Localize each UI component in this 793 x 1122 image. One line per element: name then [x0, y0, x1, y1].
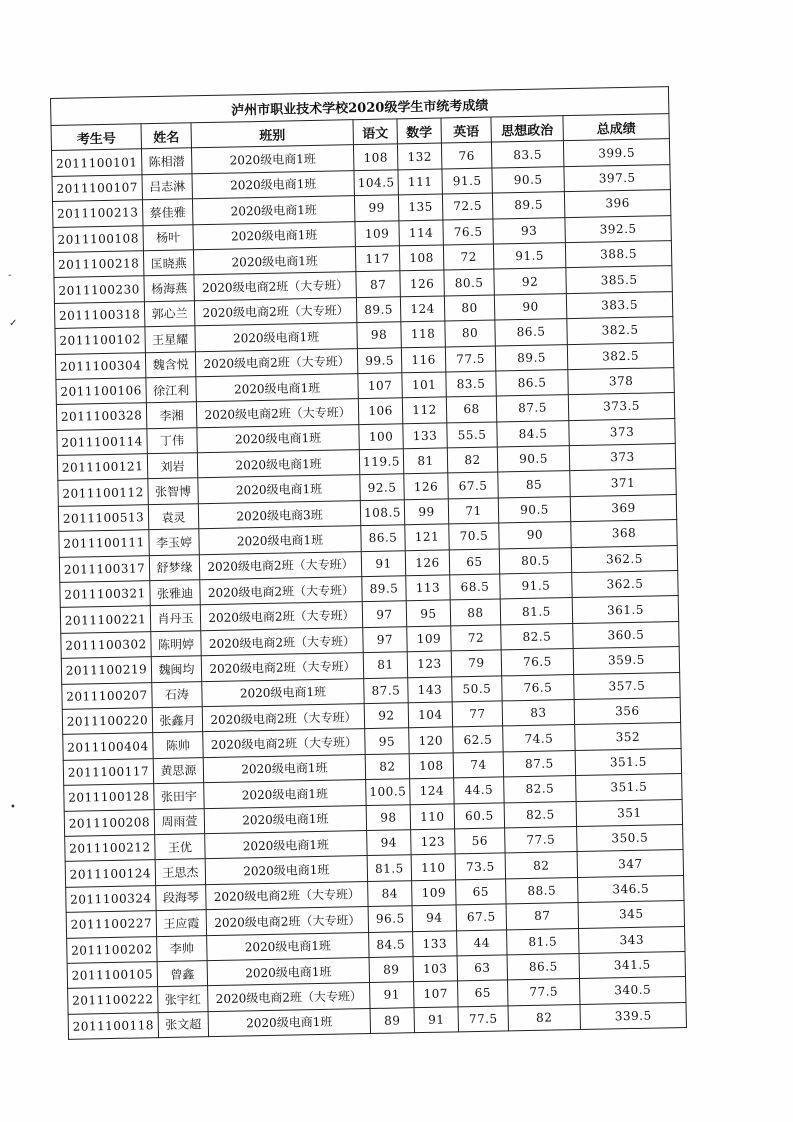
student-name-cell: 张雅迪 [150, 580, 200, 606]
exam-number-cell: 2011100121 [57, 454, 147, 481]
scan-speck: ✓ [9, 318, 18, 329]
total-score-cell: 347 [577, 850, 684, 877]
class-name-cell: 2020级电商2班（大专班） [206, 907, 368, 935]
class-name-cell: 2020级电商1班 [203, 754, 365, 782]
chinese-score-cell: 82 [365, 753, 409, 779]
english-score-cell: 72 [451, 625, 501, 651]
total-score-cell: 392.5 [565, 215, 672, 242]
politics-score-cell: 90.5 [497, 446, 569, 473]
politics-score-cell: 86.5 [495, 319, 567, 346]
exam-number-cell: 2011100513 [58, 505, 148, 532]
total-score-cell: 341.5 [579, 951, 686, 978]
politics-score-cell: 83 [502, 700, 574, 727]
chinese-score-cell: 104.5 [354, 170, 398, 196]
chinese-score-cell: 98 [366, 804, 410, 830]
exam-number-cell: 2011100207 [62, 682, 152, 709]
politics-score-cell: 82 [505, 852, 577, 879]
student-name-cell: 王优 [155, 834, 205, 860]
math-score-cell: 133 [413, 930, 457, 956]
class-name-cell: 2020级电商1班 [192, 170, 354, 198]
student-name-cell: 陈相潜 [141, 148, 191, 174]
chinese-score-cell: 107 [358, 373, 402, 399]
politics-score-cell: 76.5 [502, 674, 574, 701]
chinese-score-cell: 87.5 [364, 677, 408, 703]
exam-number-cell: 2011100318 [54, 301, 144, 328]
exam-number-cell: 2011100404 [63, 733, 153, 760]
exam-number-cell: 2011100128 [64, 784, 154, 811]
politics-score-cell: 85 [498, 471, 570, 498]
chinese-score-cell: 84 [368, 880, 412, 906]
exam-number-cell: 2011100302 [61, 631, 151, 658]
class-name-cell: 2020级电商1班 [199, 526, 361, 554]
math-score-cell: 103 [413, 956, 457, 982]
student-name-cell: 匡晓燕 [143, 250, 193, 276]
column-header-math: 数学 [397, 118, 441, 144]
class-name-cell: 2020级电商1班 [197, 450, 359, 478]
english-score-cell: 44.5 [454, 777, 504, 803]
student-name-cell: 张田宇 [154, 783, 204, 809]
politics-score-cell: 86.5 [496, 370, 568, 397]
exam-number-cell: 2011100220 [62, 708, 152, 735]
chinese-score-cell: 92 [364, 703, 408, 729]
english-score-cell: 60.5 [454, 802, 504, 828]
student-name-cell: 陈帅 [153, 732, 203, 758]
math-score-cell: 116 [401, 346, 445, 372]
total-score-cell: 351.5 [575, 748, 682, 775]
politics-score-cell: 82.5 [504, 801, 576, 828]
chinese-score-cell: 84.5 [369, 931, 413, 957]
math-score-cell: 124 [410, 778, 454, 804]
politics-score-cell: 90 [499, 522, 571, 549]
column-header-total: 总成绩 [563, 114, 670, 141]
total-score-cell: 396 [564, 190, 671, 217]
english-score-cell: 91.5 [442, 168, 492, 194]
chinese-score-cell: 96.5 [368, 906, 412, 932]
chinese-score-cell: 89.5 [362, 576, 406, 602]
total-score-cell: 356 [574, 697, 681, 724]
exam-number-cell: 2011100328 [56, 403, 146, 430]
student-name-cell: 张宇红 [158, 986, 208, 1012]
class-name-cell: 2020级电商1班 [204, 805, 366, 833]
english-score-cell: 76 [441, 142, 491, 168]
exam-number-cell: 2011100221 [60, 606, 150, 633]
politics-score-cell: 88.5 [506, 877, 578, 904]
student-name-cell: 石涛 [152, 681, 202, 707]
english-score-cell: 77.5 [445, 346, 495, 372]
class-name-cell: 2020级电商1班 [195, 323, 357, 351]
class-name-cell: 2020级电商2班（大专班） [202, 704, 364, 732]
total-score-cell: 368 [571, 520, 678, 547]
english-score-cell: 77.5 [458, 1006, 508, 1032]
english-score-cell: 62.5 [453, 726, 503, 752]
class-name-cell: 2020级电商2班（大专班） [200, 602, 362, 630]
english-score-cell: 77 [452, 701, 502, 727]
exam-number-cell: 2011100321 [60, 581, 150, 608]
class-name-cell: 2020级电商2班（大专班） [195, 348, 357, 376]
math-score-cell: 110 [411, 854, 455, 880]
class-name-cell: 2020级电商1班 [207, 957, 369, 985]
student-name-cell: 杨叶 [143, 224, 193, 250]
chinese-score-cell: 98 [357, 322, 401, 348]
politics-score-cell: 81.5 [500, 598, 572, 625]
chinese-score-cell: 94 [367, 830, 411, 856]
total-score-cell: 361.5 [572, 596, 679, 623]
total-score-cell: 362.5 [572, 571, 679, 598]
column-header-politics: 思想政治 [491, 116, 563, 143]
student-name-cell: 舒梦缘 [149, 554, 199, 580]
math-score-cell: 113 [406, 575, 450, 601]
student-name-cell: 王应霞 [156, 910, 206, 936]
column-header-english: 英语 [441, 117, 491, 143]
math-score-cell: 120 [409, 727, 453, 753]
exam-number-cell: 2011100114 [57, 428, 147, 455]
english-score-cell: 56 [455, 828, 505, 854]
politics-score-cell: 90.5 [498, 496, 570, 523]
student-name-cell: 魏闽均 [151, 656, 201, 682]
math-score-cell: 135 [398, 194, 442, 220]
english-score-cell: 70.5 [449, 523, 499, 549]
chinese-score-cell: 89 [370, 1007, 414, 1033]
class-name-cell: 2020级电商1班 [205, 830, 367, 858]
politics-score-cell: 87.5 [496, 395, 568, 422]
class-name-cell: 2020级电商2班（大专班） [194, 272, 356, 300]
total-score-cell: 352 [575, 723, 682, 750]
politics-score-cell: 84.5 [497, 420, 569, 447]
class-name-cell: 2020级电商1班 [208, 1008, 370, 1036]
student-name-cell: 黄思源 [153, 757, 203, 783]
math-score-cell: 108 [399, 245, 443, 271]
chinese-score-cell: 89.5 [356, 297, 400, 323]
chinese-score-cell: 92.5 [360, 474, 404, 500]
class-name-cell: 2020级电商1班 [196, 374, 358, 402]
score-table-body [52, 139, 687, 1039]
student-name-cell: 魏含悦 [145, 351, 195, 377]
total-score-cell: 360.5 [573, 621, 680, 648]
chinese-score-cell: 91 [370, 982, 414, 1008]
student-name-cell: 蔡佳雅 [142, 199, 192, 225]
english-score-cell: 71 [448, 498, 498, 524]
math-score-cell: 81 [403, 448, 447, 474]
scan-speck: • [10, 802, 16, 813]
class-name-cell: 2020级电商2班（大专班） [200, 577, 362, 605]
math-score-cell: 104 [408, 702, 452, 728]
total-score-cell: 359.5 [573, 647, 680, 674]
chinese-score-cell: 89 [369, 957, 413, 983]
math-score-cell: 91 [414, 1007, 458, 1033]
politics-score-cell: 86.5 [507, 953, 579, 980]
student-name-cell: 袁灵 [148, 504, 198, 530]
exam-number-cell: 2011100101 [52, 149, 142, 176]
english-score-cell: 63 [457, 955, 507, 981]
exam-number-cell: 2011100111 [59, 530, 149, 557]
student-name-cell: 刘岩 [147, 453, 197, 479]
chinese-score-cell: 117 [355, 246, 399, 272]
math-score-cell: 123 [411, 829, 455, 855]
class-name-cell: 2020级电商1班 [193, 247, 355, 275]
exam-number-cell: 2011100106 [56, 378, 146, 405]
exam-number-cell: 2011100213 [52, 200, 142, 227]
exam-number-cell: 2011100105 [67, 961, 157, 988]
math-score-cell: 126 [404, 473, 448, 499]
student-name-cell: 李帅 [157, 935, 207, 961]
politics-score-cell: 74.5 [503, 725, 575, 752]
politics-score-cell: 89.5 [495, 344, 567, 371]
politics-score-cell: 92 [494, 268, 566, 295]
math-score-cell: 121 [405, 524, 449, 550]
politics-score-cell: 90 [494, 293, 566, 320]
math-score-cell: 123 [407, 651, 451, 677]
total-score-cell: 399.5 [563, 139, 670, 166]
politics-score-cell: 82 [508, 1004, 580, 1031]
class-name-cell: 2020级电商1班 [192, 196, 354, 224]
student-name-cell: 郭心兰 [144, 300, 194, 326]
english-score-cell: 67.5 [456, 904, 506, 930]
total-score-cell: 397.5 [564, 164, 671, 191]
score-sheet [50, 86, 686, 1038]
student-name-cell: 吕志淋 [142, 174, 192, 200]
student-name-cell: 张文超 [158, 1011, 208, 1037]
student-name-cell: 曾鑫 [157, 961, 207, 987]
class-name-cell: 2020级电商2班（大专班） [208, 983, 370, 1011]
exam-number-cell: 2011100112 [58, 479, 148, 506]
total-score-cell: 346.5 [578, 875, 685, 902]
english-score-cell: 44 [457, 929, 507, 955]
total-score-cell: 373.5 [568, 393, 675, 420]
chinese-score-cell: 81 [363, 652, 407, 678]
math-score-cell: 94 [412, 905, 456, 931]
chinese-score-cell: 119.5 [359, 449, 403, 475]
chinese-score-cell: 99.5 [357, 347, 401, 373]
math-score-cell: 99 [404, 499, 448, 525]
politics-score-cell: 91.5 [500, 573, 572, 600]
chinese-score-cell: 97 [363, 627, 407, 653]
english-score-cell: 80 [444, 295, 494, 321]
english-score-cell: 68 [446, 396, 496, 422]
student-name-cell: 张鑫月 [152, 707, 202, 733]
chinese-score-cell: 95 [365, 728, 409, 754]
math-score-cell: 109 [412, 880, 456, 906]
student-name-cell: 杨海燕 [144, 275, 194, 301]
chinese-score-cell: 81.5 [367, 855, 411, 881]
english-score-cell: 65 [456, 879, 506, 905]
exam-number-cell: 2011100304 [55, 352, 145, 379]
math-score-cell: 101 [402, 372, 446, 398]
math-score-cell: 133 [403, 423, 447, 449]
english-score-cell: 55.5 [447, 422, 497, 448]
chinese-score-cell: 86.5 [361, 525, 405, 551]
math-score-cell: 114 [399, 220, 443, 246]
student-name-cell: 张智博 [148, 478, 198, 504]
math-score-cell: 124 [400, 296, 444, 322]
class-name-cell: 2020级电商1班 [204, 780, 366, 808]
student-name-cell: 王思杰 [155, 859, 205, 885]
politics-score-cell: 87 [506, 903, 578, 930]
english-score-cell: 80.5 [444, 269, 494, 295]
class-name-cell: 2020级电商3班 [198, 500, 360, 528]
exam-number-cell: 2011100107 [52, 175, 142, 202]
class-name-cell: 2020级电商1班 [198, 475, 360, 503]
student-name-cell: 段海琴 [156, 884, 206, 910]
english-score-cell: 65 [449, 549, 499, 575]
politics-score-cell: 76.5 [501, 649, 573, 676]
class-name-cell: 2020级电商2班（大专班） [196, 399, 358, 427]
english-score-cell: 72 [443, 244, 493, 270]
politics-score-cell: 82.5 [504, 776, 576, 803]
exam-number-cell: 2011100212 [65, 835, 155, 862]
chinese-score-cell: 106 [358, 398, 402, 424]
class-name-cell: 2020级电商2班（大专班） [206, 881, 368, 909]
math-score-cell: 95 [406, 600, 450, 626]
column-header-class: 班别 [191, 120, 353, 148]
total-score-cell: 362.5 [571, 545, 678, 572]
class-name-cell: 2020级电商1班 [197, 424, 359, 452]
politics-score-cell: 77.5 [505, 826, 577, 853]
class-name-cell: 2020级电商2班（大专班） [201, 653, 363, 681]
total-score-cell: 371 [570, 469, 677, 496]
column-header-name: 姓名 [141, 123, 191, 149]
chinese-score-cell: 97 [362, 601, 406, 627]
student-name-cell: 周雨萱 [154, 808, 204, 834]
chinese-score-cell: 100 [359, 423, 403, 449]
class-name-cell: 2020级电商1班 [191, 145, 353, 173]
exam-number-cell: 2011100202 [67, 936, 157, 963]
exam-number-cell: 2011100317 [59, 555, 149, 582]
english-score-cell: 82 [447, 447, 497, 473]
total-score-cell: 339.5 [580, 1002, 687, 1029]
class-name-cell: 2020级电商1班 [207, 932, 369, 960]
class-name-cell: 2020级电商2班（大专班） [194, 297, 356, 325]
math-score-cell: 112 [402, 397, 446, 423]
total-score-cell: 383.5 [566, 291, 673, 318]
politics-score-cell: 90.5 [492, 166, 564, 193]
total-score-cell: 385.5 [566, 266, 673, 293]
math-score-cell: 126 [400, 270, 444, 296]
total-score-cell: 351.5 [576, 774, 683, 801]
politics-score-cell: 89.5 [492, 192, 564, 219]
math-score-cell: 126 [405, 550, 449, 576]
total-score-cell: 373 [569, 444, 676, 471]
chinese-score-cell: 109 [355, 220, 399, 246]
student-name-cell: 陈明婷 [151, 631, 201, 657]
total-score-cell: 357.5 [574, 672, 681, 699]
english-score-cell: 80 [445, 320, 495, 346]
student-name-cell: 徐江利 [146, 377, 196, 403]
politics-score-cell: 93 [493, 217, 565, 244]
total-score-cell: 343 [579, 926, 686, 953]
politics-score-cell: 80.5 [499, 547, 571, 574]
politics-score-cell: 87.5 [503, 750, 575, 777]
exam-number-cell: 2011100124 [65, 860, 155, 887]
total-score-cell: 351 [576, 799, 683, 826]
math-score-cell: 107 [414, 981, 458, 1007]
politics-score-cell: 82.5 [501, 623, 573, 650]
scan-speck: - [8, 270, 12, 281]
english-score-cell: 88 [450, 599, 500, 625]
class-name-cell: 2020级电商1班 [202, 678, 364, 706]
math-score-cell: 118 [401, 321, 445, 347]
exam-number-cell: 2011100227 [66, 911, 156, 938]
total-score-cell: 382.5 [567, 317, 674, 344]
class-name-cell: 2020级电商2班（大专班） [199, 551, 361, 579]
chinese-score-cell: 100.5 [366, 779, 410, 805]
english-score-cell: 83.5 [446, 371, 496, 397]
politics-score-cell: 77.5 [508, 979, 580, 1006]
math-score-cell: 109 [407, 626, 451, 652]
english-score-cell: 76.5 [443, 219, 493, 245]
exam-number-cell: 2011100219 [61, 657, 151, 684]
score-table [50, 86, 687, 1040]
english-score-cell: 68.5 [450, 574, 500, 600]
politics-score-cell: 91.5 [493, 243, 565, 270]
student-name-cell: 肖丹玉 [150, 605, 200, 631]
exam-number-cell: 2011100117 [63, 758, 153, 785]
exam-number-cell: 2011100324 [66, 885, 156, 912]
math-score-cell: 110 [410, 803, 454, 829]
student-name-cell: 李玉婷 [149, 529, 199, 555]
total-score-cell: 350.5 [577, 824, 684, 851]
exam-number-cell: 2011100218 [53, 251, 143, 278]
exam-number-cell: 2011100230 [54, 276, 144, 303]
exam-number-cell: 2011100108 [53, 225, 143, 252]
english-score-cell: 65 [458, 980, 508, 1006]
chinese-score-cell: 91 [361, 550, 405, 576]
english-score-cell: 73.5 [455, 853, 505, 879]
english-score-cell: 50.5 [452, 676, 502, 702]
column-header-exam-number: 考生号 [51, 124, 141, 151]
chinese-score-cell: 108 [353, 144, 397, 170]
student-name-cell: 王星耀 [145, 326, 195, 352]
english-score-cell: 72.5 [442, 193, 492, 219]
total-score-cell: 388.5 [565, 241, 672, 268]
student-name-cell: 李湘 [146, 402, 196, 428]
total-score-cell: 373 [569, 418, 676, 445]
class-name-cell: 2020级电商2班（大专班） [203, 729, 365, 757]
exam-number-cell: 2011100118 [68, 1012, 158, 1039]
total-score-cell: 345 [578, 901, 685, 928]
total-score-cell: 382.5 [567, 342, 674, 369]
total-score-cell: 378 [568, 367, 675, 394]
english-score-cell: 67.5 [448, 472, 498, 498]
exam-number-cell: 2011100222 [68, 987, 158, 1014]
student-name-cell: 丁伟 [147, 427, 197, 453]
total-score-cell: 340.5 [580, 977, 687, 1004]
english-score-cell: 74 [453, 752, 503, 778]
total-score-cell: 369 [570, 494, 677, 521]
exam-number-cell: 2011100102 [55, 327, 145, 354]
math-score-cell: 132 [397, 143, 441, 169]
chinese-score-cell: 87 [356, 271, 400, 297]
class-name-cell: 2020级电商2班（大专班） [201, 627, 363, 655]
chinese-score-cell: 108.5 [360, 500, 404, 526]
politics-score-cell: 81.5 [507, 928, 579, 955]
politics-score-cell: 83.5 [491, 141, 563, 168]
table-title: 泸州市职业技术学校2020级学生市统考成绩 [51, 87, 669, 126]
class-name-cell: 2020级电商1班 [193, 221, 355, 249]
math-score-cell: 111 [398, 169, 442, 195]
math-score-cell: 108 [409, 753, 453, 779]
chinese-score-cell: 99 [354, 195, 398, 221]
math-score-cell: 143 [408, 676, 452, 702]
english-score-cell: 79 [451, 650, 501, 676]
class-name-cell: 2020级电商1班 [205, 856, 367, 884]
column-header-chinese: 语文 [353, 119, 397, 145]
exam-number-cell: 2011100208 [64, 809, 154, 836]
